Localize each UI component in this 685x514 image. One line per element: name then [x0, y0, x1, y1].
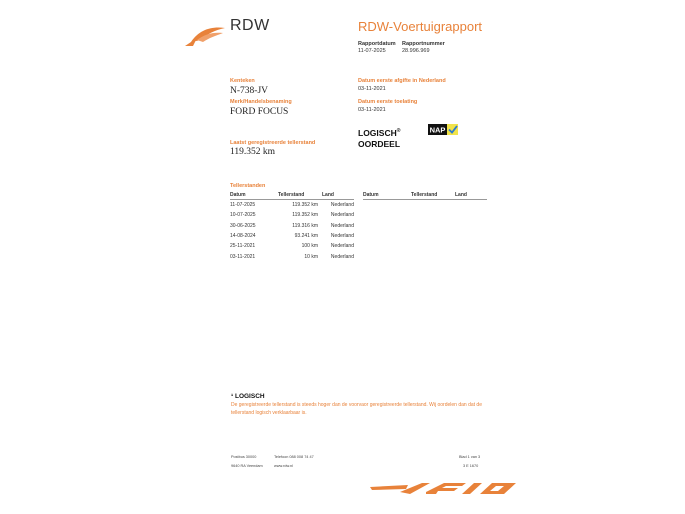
cell-land: Nederland: [330, 243, 354, 250]
table-row: [230, 231, 354, 241]
col-land: Land: [322, 191, 354, 200]
footnote-title: ¹ LOGISCH: [231, 393, 265, 400]
brand-name: RDW: [230, 17, 270, 34]
kenteken-label: Kenteken: [230, 78, 255, 84]
merk-value: FORD FOCUS: [230, 107, 289, 117]
cell-tellerstand: 119.352 km: [292, 212, 318, 219]
table-header-row: [363, 191, 487, 200]
cell-datum: 11-07-2025: [230, 202, 256, 209]
cell-land: Nederland: [330, 222, 354, 229]
cell-tellerstand: 10 km: [304, 253, 318, 260]
footnote-text: De geregistreerde tellerstand is steeds hoger dan de voorvaor geregistreerde tellerstand. Wij oordelen dan dat de tellerstand logisch verklaarbaar is.: [231, 402, 482, 416]
table-row: [230, 200, 354, 211]
rdw-logo-icon: [183, 24, 227, 48]
cell-land: Nederland: [330, 233, 354, 240]
eerste-toelating-label: Datum eerste toelating: [358, 99, 418, 105]
eerste-afgifte-label: Datum eerste afgifte in Nederland: [358, 78, 446, 84]
cell-land: Nederland: [330, 253, 354, 260]
footer-code: 3 E 1670: [463, 464, 479, 468]
cell-tellerstand: 119.316 km: [292, 222, 318, 229]
rapportdatum-label: Rapportdatum: [358, 41, 396, 47]
cell-land: Nederland: [330, 202, 354, 209]
tellerstanden-table-2: [363, 191, 487, 200]
table-row: [230, 210, 354, 220]
col-datum: Datum: [230, 191, 278, 200]
cell-tellerstand: 100 km: [301, 243, 318, 250]
footer-blad: Blad 1 van 3: [459, 455, 481, 459]
decorative-stripes-icon: [370, 480, 520, 496]
eerste-afgifte-value: 03-11-2021: [358, 86, 386, 92]
cell-tellerstand: 119.352 km: [292, 202, 318, 209]
rapportdatum-value: 11-07-2025: [358, 48, 386, 54]
oordeel-block: [358, 126, 400, 150]
footer-website: www.rdw.nl: [274, 464, 293, 468]
table-row: [230, 251, 354, 261]
cell-tellerstand: 93.241 km: [294, 233, 318, 240]
laatst-tellerstand-label: Laatst geregistreerde tellerstand: [230, 140, 316, 146]
nap-logo-icon: [428, 124, 458, 135]
merk-label: Merk/Handelsbenaming: [230, 99, 292, 105]
rapportnummer-value: 28.996.969: [402, 48, 430, 54]
table-header-row: [230, 191, 354, 200]
table-row: [230, 221, 354, 231]
col-land: Land: [455, 191, 487, 200]
cell-datum: 14-08-2024: [230, 233, 256, 240]
col-tellerstand: Tellerstand: [278, 191, 322, 200]
report-title: RDW-Voertuigrapport: [358, 19, 483, 34]
nap-logo-text: NAP: [429, 125, 446, 135]
laatst-tellerstand-value: 119.352 km: [230, 147, 276, 157]
rapportnummer-label: Rapportnummer: [402, 41, 445, 47]
eerste-toelating-value: 03-11-2021: [358, 107, 386, 113]
cell-land: Nederland: [330, 212, 354, 219]
kenteken-value: N-738-JV: [230, 86, 268, 96]
tellerstanden-title: Tellerstanden: [230, 183, 266, 189]
oordeel-line1: LOGISCH: [358, 127, 397, 138]
cell-datum: 10-07-2025: [230, 212, 256, 219]
table-row: [230, 241, 354, 251]
footer-plaats: 9640 RA Veendam: [231, 464, 263, 468]
tellerstanden-table: [230, 191, 354, 262]
oordeel-mark: ®: [396, 128, 401, 134]
oordeel-line2: OORDEEL: [358, 138, 401, 149]
cell-datum: 03-11-2021: [230, 253, 256, 260]
col-tellerstand: Tellerstand: [411, 191, 455, 200]
cell-datum: 25-11-2021: [230, 243, 256, 250]
footer-telefoon: Telefoon 088 008 74 47: [274, 455, 314, 459]
col-datum: Datum: [363, 191, 411, 200]
footer-postbus: Postbus 30000: [231, 455, 257, 459]
cell-datum: 30-06-2025: [230, 222, 256, 229]
